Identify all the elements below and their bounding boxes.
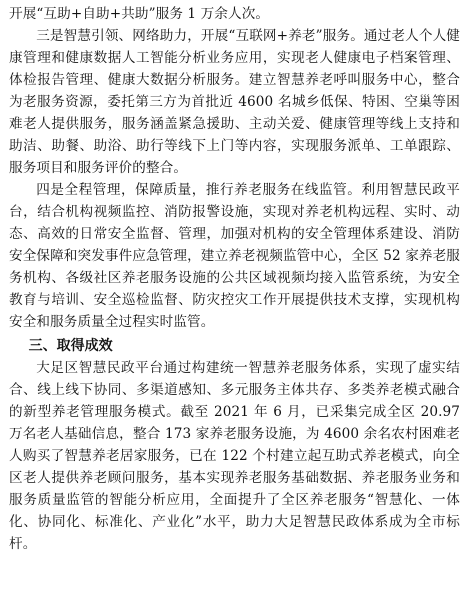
section-heading-results: 三、取得成效 bbox=[28, 338, 113, 354]
paragraph-full-process-supervision: 四是全程管理，保障质量，推行养老服务在线监管。利用智慧民政平台，结合机构视频监控、消防报警设施，实现对养老机构远程、实时、动态、高效的日常安全监督、管理，加强对机构的安全管理体系建设、消防安全保障和突发事件应急管理，建立养老视频监管中心，全区 52 家养老服务机构、各级社区养老服务设施的公共区域视频均接入监管系统，为安全教育与培训、安全巡检监督、防灾控灾工作开展提供技术支撑，实现机构安全和服务质量全过程实时监管。 bbox=[9, 182, 460, 330]
paragraph-results: 大足区智慧民政平台通过构建统一智慧养老服务体系，实现了虚实结合、线上线下协同、多渠道感知、多元服务主体共存、多类养老模式融合的新型养老管理服务模式。截至 2021 年 6 月，已采集完成全区 20.97 万名老人基础信息，整合 173 家养老服务设施，为 4600 余名农村困难老人购买了智慧养老居家服务，已在 122 个村建立起互助式养老模式，向全区老人提供养老顾问服务，基本实现养老服务基础数据、养老服务业务和服务质量监管的智能分析应用，全面提升了全区养老服务“智慧化、一体化、协同化、标准化、产业化”水平，助力大足智慧民政体系成为全市标杆。 bbox=[9, 360, 460, 552]
paragraph-service-count: 开展“互助+自助+共助”服务 1 万余人次。 bbox=[9, 6, 270, 22]
paragraph-internet-elderly-care: 三是智慧引领、网络助力，开展“互联网+养老”服务。通过老人个人健康管理和健康数据人工智能分析业务应用，实现老人健康电子档案管理、体检报告管理、健康大数据分析服务。建立智慧养老呼叫服务中心，整合为老服务资源，委托第三方为首批近 4600 名城乡低保、特困、空巢等困难老人提供服务，服务涵盖紧急援助、主动关爱、健康管理等线上支持和助洁、助餐、助浴、助行等线下上门等内容，实现服务派单、工单跟踪、服务项目和服务评价的整合。 bbox=[9, 28, 460, 176]
